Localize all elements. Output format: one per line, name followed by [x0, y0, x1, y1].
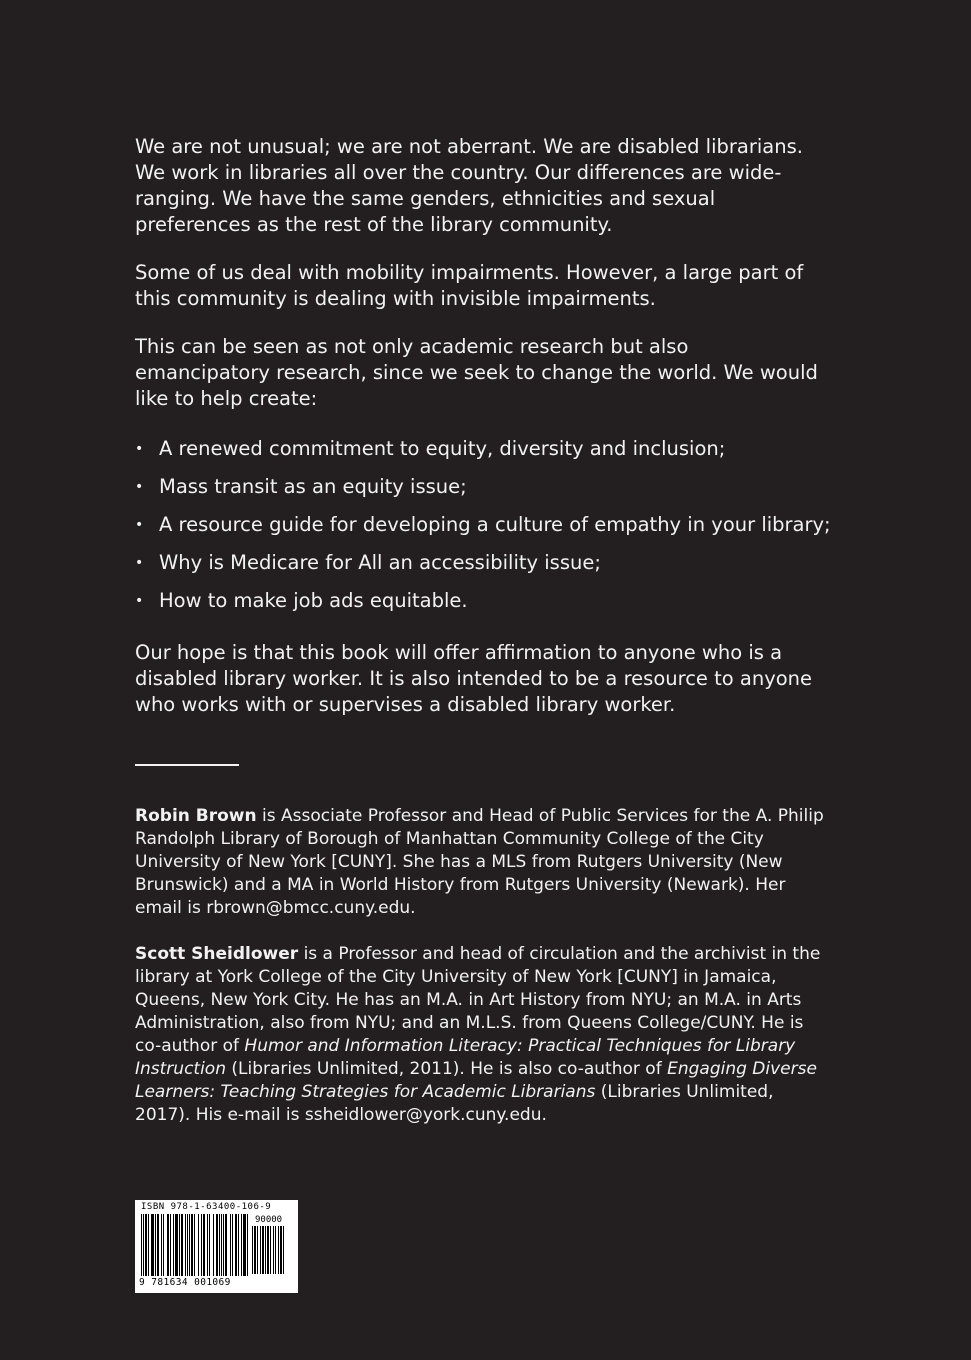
bio-scott-sheidlower: Scott Sheidlower is a Professor and head of circulation and the archivist in the library at York College of the City University of New York [CUNY] in Jamaica, Queens, New York City. He has an M.A. in Art History from NYU; an M.A. in Arts Administration, also from NYU; and an M.L.S. from Queens College/CUNY. He is co-author of Humor and Information Literacy: Practical Techniques for Library Instruction (Libraries Unlimited, 2011). He is also co-author of Engaging Diverse Learners: Teaching Strategies for Academic Librarians (Libraries Unlimited, 2017). His e-mail is ssheidlower@york.cuny.edu.	[135, 944, 821, 1125]
author-name: Robin Brown	[135, 806, 257, 826]
closing-paragraph: Our hope is that this book will offer affirmation to anyone who is a disabled library worker. It is also intended to be a resource to anyone who works with or supervises a disabled library worker.	[135, 641, 813, 716]
isbn-barcode	[135, 1200, 298, 1293]
bullet-icon: •	[135, 517, 144, 533]
book-title: Engaging Diverse Learners: Teaching Strategies for Academic Librarians	[135, 1059, 817, 1102]
back-cover-text	[135, 134, 831, 1150]
intro-paragraph-1: We are not unusual; we are not aberrant. We are disabled librarians. We work in libraries all over the country. Our differences are wide-ranging. We have the same genders, ethnicities and sexual preferences as the rest of the library community.	[135, 135, 803, 236]
bullet-icon: •	[135, 441, 144, 457]
intro	[135, 134, 825, 412]
list-item: • A renewed commitment to equity, diversity and inclusion;	[135, 437, 726, 460]
list-item: • Mass transit as an equity issue;	[135, 475, 467, 498]
bullet-icon: •	[135, 555, 144, 571]
list-item: • A resource guide for developing a culture of empathy in your library;	[135, 513, 831, 536]
ean-number: 9 781634 001069	[139, 1277, 231, 1288]
bullet-icon: •	[135, 479, 144, 495]
bio-robin-brown: Robin Brown is Associate Professor and Head of Public Services for the A. Philip Randolph Library of Borough of Manhattan Community College of the City University of New York [CUNY]. She has a MLS from Rutgers University (New Brunswick) and a MA in World History from Rutgers University (Newark). Her email is rbrown@bmcc.cuny.edu.	[135, 806, 824, 918]
list-item: • How to make job ads equitable.	[135, 589, 468, 612]
barcode-bars-icon	[141, 1214, 249, 1278]
addon-barcode-icon	[252, 1226, 292, 1276]
intro-paragraph-3: This can be seen as not only academic research but also emancipatory research, since we seek to change the world. We would like to help create:	[135, 335, 818, 410]
bullet-icon: •	[135, 593, 144, 609]
intro-paragraph-2: Some of us deal with mobility impairments. However, a large part of this community is dealing with invisible impairments.	[135, 261, 804, 310]
author-name: Scott Sheidlower	[135, 944, 299, 964]
list-item: • Why is Medicare for All an accessibility issue;	[135, 551, 601, 574]
goals-list	[135, 436, 831, 614]
divider	[135, 764, 239, 766]
price-code: 90000	[255, 1215, 283, 1225]
book-title: Humor and Information Literacy: Practical Techniques for Library Instruction	[135, 1036, 796, 1079]
isbn-number: ISBN 978-1-63400-106-9	[141, 1202, 272, 1212]
